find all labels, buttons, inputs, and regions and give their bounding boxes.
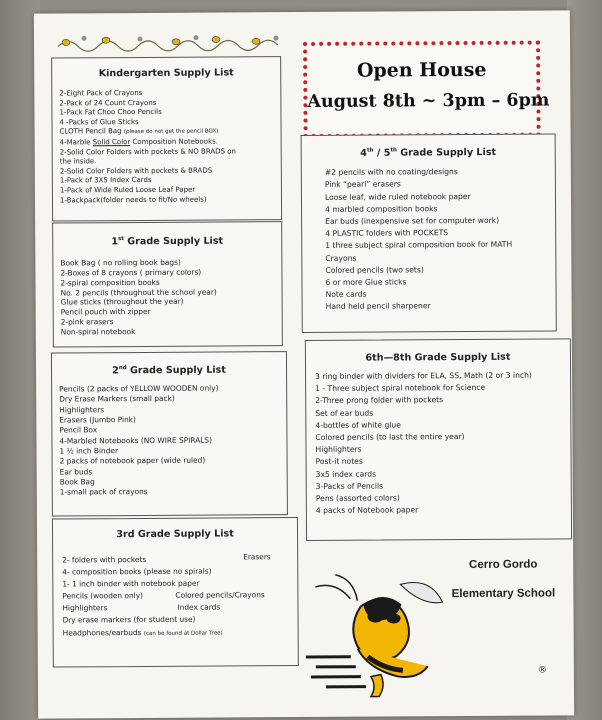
list-item: Non-spiral notebook: [60, 326, 136, 337]
list-item: 1-small pack of crayons: [59, 487, 148, 497]
list-item: 4 -Packs of Glue Sticks: [59, 117, 139, 127]
list-item: Note cards: [325, 289, 367, 300]
list-item: Pens (assorted colors): [315, 493, 400, 503]
list-item: Book Bag ( no rolling book bags): [60, 257, 181, 268]
list-item: 2-spiral composition books: [60, 277, 160, 288]
list-item: Colored pencils (two sets): [325, 265, 424, 275]
grade45-supply-list: [301, 133, 557, 333]
list-item: 2-Eight Pack of Crayons: [59, 88, 143, 98]
list-item: 1 three subject spiral composition book for MATH: [325, 240, 513, 251]
list-item: Pink “pearl” erasers: [324, 179, 401, 190]
grade68-title: 6th—8th Grade Supply List: [365, 351, 511, 364]
list-item: Highlighters: [59, 405, 105, 415]
list-item: Dry Erase Markers (small pack): [59, 394, 175, 404]
grade3-supply-list: [52, 517, 299, 667]
list-item: 4-bottles of white glue: [315, 420, 401, 430]
pencil-bag-note: (please do not get the pencil BOX): [123, 128, 219, 136]
bee-garland-decoration: [54, 29, 286, 56]
list-item: Set of ear buds: [315, 408, 374, 418]
list-item: 1-Pack Fat Choo Choo Pencils: [59, 108, 162, 117]
list-item: 1-Pack of 3X5 Index Cards: [59, 176, 152, 185]
school-name-line2: Elementary School: [451, 587, 556, 601]
grade1-supply-list: [52, 221, 283, 347]
list-item: 2-Boxes of 8 crayons ( primary colors): [60, 267, 202, 278]
list-item: Crayons: [325, 253, 357, 263]
list-item: Post-it notes: [315, 457, 363, 467]
list-item: Pencils (2 packs of YELLOW WOODEN only): [59, 383, 219, 394]
list-item: Highlighters: [62, 603, 108, 613]
list-item: 2- folders with pockets: [62, 554, 147, 565]
list-item: 2-pink erasers: [60, 317, 114, 327]
registered-mark: ®: [537, 665, 547, 676]
open-house-title: Open House: [356, 58, 487, 82]
list-item: Colored pencils (to last the entire year): [315, 432, 465, 442]
list-item: Dry erase markers (for student use): [62, 614, 196, 625]
grade68-supply-list: [305, 338, 572, 541]
grade3-title: 3rd Grade Supply List: [116, 528, 234, 541]
list-item: 1- 1 inch binder with notebook paper: [62, 578, 200, 589]
list-item: 4 marbled composition books: [325, 203, 438, 214]
list-item: Erasers: [243, 552, 271, 562]
list-item: 2-Three prong folder with pockets: [315, 395, 444, 406]
list-item: 2 packs of notebook paper (wide ruled): [59, 455, 206, 466]
list-item: 2-Solid Color Folders with pockets & BRADS: [59, 166, 213, 176]
list-item: Index cards: [177, 602, 221, 612]
list-item: Pencil pouch with zipper: [60, 307, 151, 317]
list-item: Book Bag: [59, 477, 95, 487]
open-house-banner: [303, 41, 550, 138]
list-item: 2-Solid Color Folders with pockets & NO BRADS on: [59, 146, 236, 157]
list-item: Hand held pencil sharpener: [325, 301, 431, 312]
list-item: 3x5 index cards: [315, 469, 377, 479]
list-item: Loose leaf, wide ruled notebook paper: [324, 191, 471, 202]
list-item: 3 ring binder with dividers for ELA, SS, Math (2 or 3 inch): [315, 370, 532, 381]
list-item: the inside.: [59, 157, 97, 166]
list-item: Highlighters: [315, 444, 362, 455]
open-house-date-time: August 8th ~ 3pm – 6pm: [307, 90, 550, 112]
list-item: Pencils (wooden only): [62, 590, 143, 601]
list-item: 1 ½ inch Binder: [59, 446, 119, 456]
list-item: Headphones/earbuds (can be found at Dollar Tree): [62, 627, 223, 638]
grade1-title: 1st Grade Supply List: [111, 235, 224, 248]
list-item: No. 2 pencils (throughout the school year): [60, 287, 217, 298]
list-item: 1-Pack of Wide Ruled Loose Leaf Paper: [59, 185, 196, 195]
list-item: 2-Pack of 24 Count Crayons: [59, 98, 157, 108]
headphones-note: (can be found at Dollar Tree): [143, 630, 223, 637]
list-item: Erasers (Jumbo Pink): [59, 415, 136, 425]
list-item: 4 packs of Notebook paper: [315, 505, 419, 516]
list-item: CLOTH Pencil Bag (please do not get the pencil BOX): [59, 127, 219, 136]
grade2-supply-list: [51, 351, 288, 516]
school-name-line1: Cerro Gordo: [469, 558, 538, 571]
list-item: 4-Marbled Notebooks (NO WIRE SPIRALS): [59, 435, 212, 446]
list-item: 4-Marble Solid Color Composition Notebooks.: [59, 137, 219, 147]
grade45-title: 4th / 5th Grade Supply List: [360, 147, 497, 159]
school-name: [433, 558, 573, 600]
list-item: Pencil Box: [59, 425, 98, 435]
grade2-title: 2nd Grade Supply List: [112, 364, 226, 377]
list-item: 1-Backpack(folder needs to fit/No wheels): [59, 195, 207, 205]
list-item: Colored pencils/Crayons: [175, 590, 265, 600]
list-item: 4- composition books (please no spirals): [62, 566, 212, 577]
kindergarten-title: Kindergarten Supply List: [98, 67, 234, 80]
list-item: 1 - Three subject spiral notebook for Science: [315, 383, 486, 394]
flyer-sheet: [34, 10, 574, 718]
list-item: Ear buds: [59, 466, 93, 477]
list-item: Glue sticks (throughout the year): [60, 297, 184, 307]
list-item: 3-Packs of Pencils: [315, 481, 384, 491]
list-item: #2 pencils with no coating/designs: [324, 167, 458, 178]
list-item: 4 PLASTIC folders with POCKETS: [325, 228, 449, 239]
kindergarten-supply-list: [51, 56, 282, 221]
list-item: 6 or more Glue sticks: [325, 277, 407, 287]
list-item: Ear buds (inexpensive set for computer work): [325, 215, 500, 226]
